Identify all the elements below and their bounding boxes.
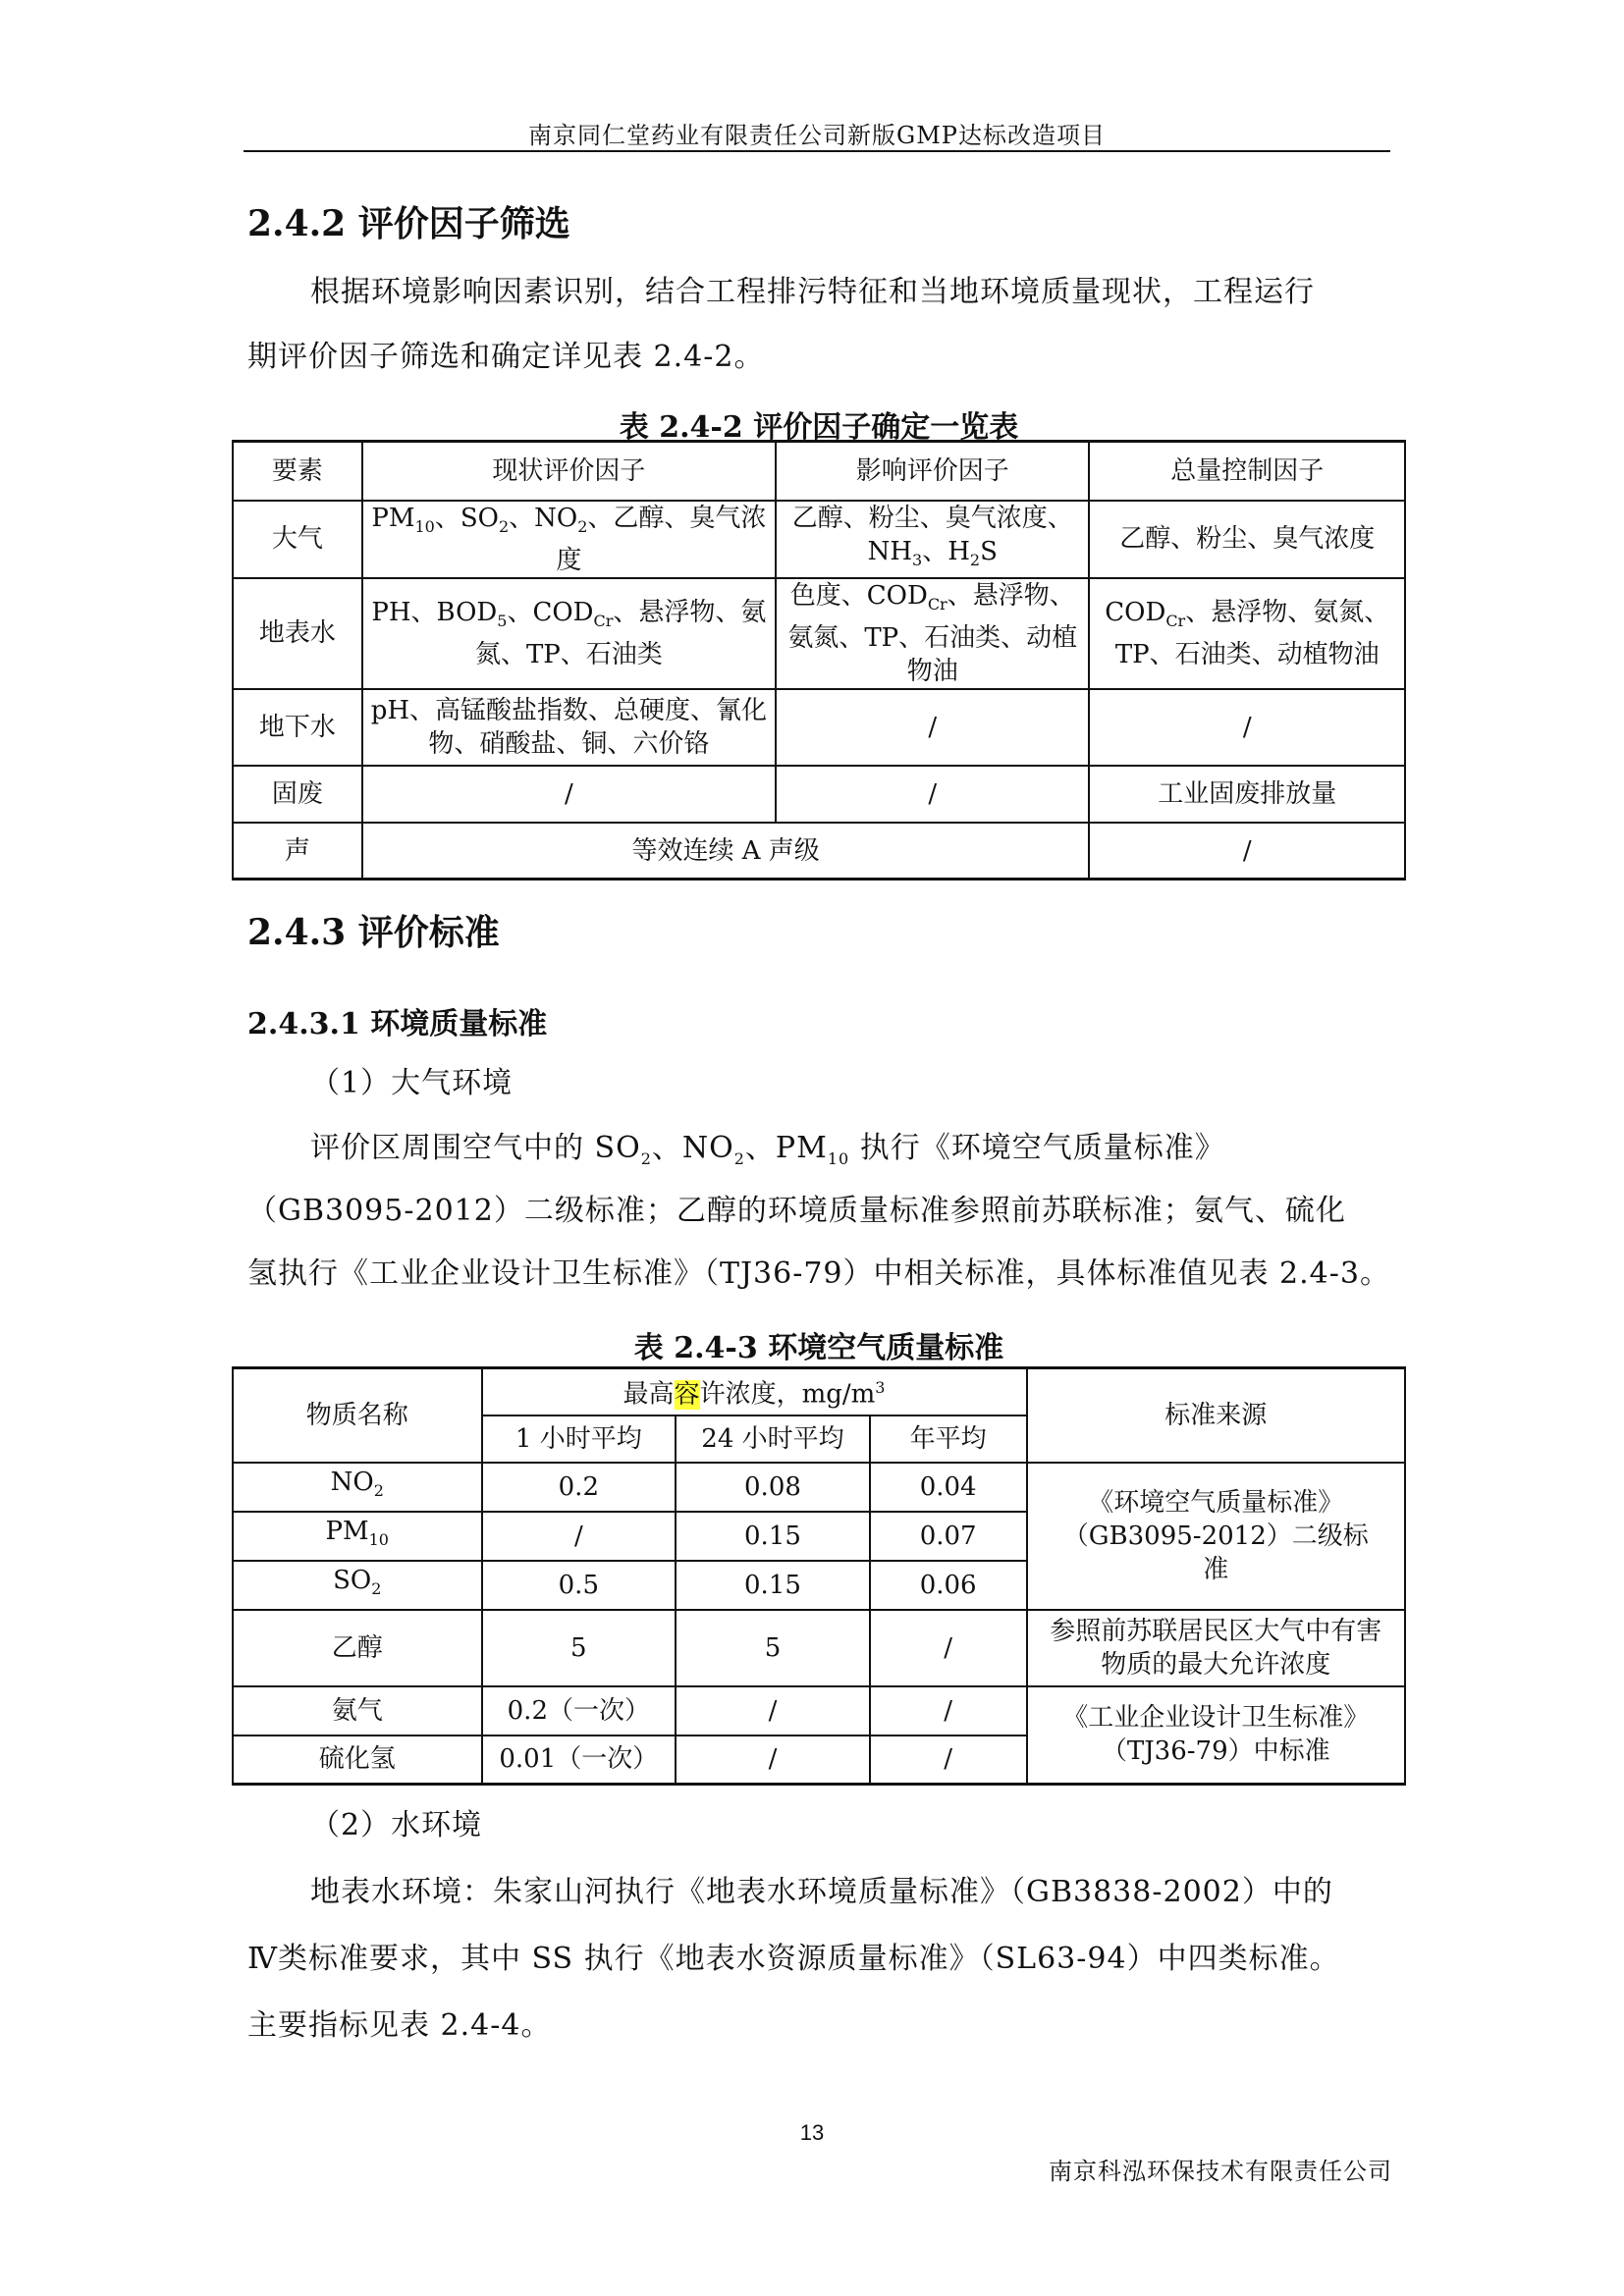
row-total-control-factor: 工业固废排放量: [1089, 766, 1405, 823]
row-current-factor: pH、高锰酸盐指数、总硬度、氰化物、硝酸盐、铜、六价铬: [362, 689, 776, 766]
row-element: 大气: [233, 501, 362, 578]
value-1h: 0.5: [482, 1561, 677, 1610]
substance-name: $SO_2$: [233, 1561, 482, 1610]
water-paragraph-line3: 主要指标见表 2.4-4。: [247, 2008, 552, 2043]
table-2-4-2-caption: 表 2.4-2 评价因子确定一览表: [619, 410, 1019, 445]
section-2-4-2-paragraph-line1: 根据环境影响因素识别，结合工程排污特征和当地环境质量现状，工程运行: [310, 275, 1315, 309]
header-element: 要素: [233, 442, 362, 501]
value-1h: 5: [482, 1610, 677, 1686]
table-row-groundwater: [233, 689, 1405, 766]
item-air-environment: （1）大气环境: [310, 1066, 514, 1100]
row-current-factor: /: [362, 766, 776, 823]
table-header-row-1: [233, 1368, 1405, 1415]
row-current-factor: PH、$BOD_5$、$COD_{Cr}$、悬浮物、氨氮、TP、石油类: [362, 578, 776, 689]
value-24h: /: [676, 1686, 870, 1735]
air-paragraph-line3: 氢执行《工业企业设计卫生标准》（TJ36-79）中相关标准，具体标准值见表 2.4-3。: [247, 1256, 1390, 1291]
value-1h: 0.2（一次）: [482, 1686, 677, 1735]
air-paragraph-line2: （GB3095-2012）二级标准；乙醇的环境质量标准参照前苏联标准；氨气、硫化: [247, 1194, 1346, 1228]
table-row-ammonia: [233, 1686, 1405, 1735]
row-impact-factor: 色度、$COD_{Cr}$、悬浮物、氨氮、TP、石油类、动植物油: [776, 578, 1089, 689]
header-total-control-factor: 总量控制因子: [1089, 442, 1405, 501]
header-substance-name: 物质名称: [233, 1368, 482, 1463]
table-2-4-3-caption: 表 2.4-3 环境空气质量标准: [633, 1331, 1004, 1365]
header-annual-average: 年平均: [870, 1415, 1027, 1463]
air-quality-standard-table: [232, 1366, 1406, 1786]
evaluation-factor-table: [232, 440, 1406, 881]
standard-source-tj36: 《工业企业设计卫生标准》（TJ36-79）中标准: [1027, 1686, 1405, 1785]
page-footer: 南京科泓环保技术有限责任公司: [1049, 2158, 1392, 2185]
value-1h: /: [482, 1512, 677, 1561]
section-2-4-3-title: 2.4.3 评价标准: [247, 912, 500, 953]
row-element: 地表水: [233, 578, 362, 689]
table-row-noise: [233, 823, 1405, 880]
air-paragraph-line1: 评价区周围空气中的 $SO_2$、$NO_2$、$PM_{10}$ 执行《环境空气质量标准》: [310, 1131, 1225, 1168]
section-2-4-2-paragraph-line2: 期评价因子筛选和确定详见表 2.4-2。: [247, 340, 765, 374]
row-total-control-factor: 乙醇、粉尘、臭气浓度: [1089, 501, 1405, 578]
substance-name: $PM_{10}$: [233, 1512, 482, 1561]
section-2-4-3-1-title: 2.4.3.1 环境质量标准: [247, 1007, 548, 1041]
value-annual: /: [870, 1610, 1027, 1686]
value-annual: /: [870, 1735, 1027, 1785]
value-1h: 0.2: [482, 1463, 677, 1512]
row-element: 固废: [233, 766, 362, 823]
row-total-control-factor: /: [1089, 823, 1405, 880]
substance-name: 硫化氢: [233, 1735, 482, 1785]
row-current-and-impact-factor: 等效连续 A 声级: [362, 823, 1090, 880]
value-24h: 0.08: [676, 1463, 870, 1512]
row-impact-factor: 乙醇、粉尘、臭气浓度、$NH_3$、$H_2S$: [776, 501, 1089, 578]
header-max-allowed-concentration: 最高容许浓度，$mg/m^3$: [482, 1368, 1027, 1415]
value-annual: 0.07: [870, 1512, 1027, 1561]
row-element: 声: [233, 823, 362, 880]
standard-source-soviet: 参照前苏联居民区大气中有害物质的最大允许浓度: [1027, 1610, 1405, 1686]
row-current-factor: $PM_{10}$、$SO_2$、$NO_2$、乙醇、臭气浓度: [362, 501, 776, 578]
header-impact-factor: 影响评价因子: [776, 442, 1089, 501]
header-current-factor: 现状评价因子: [362, 442, 776, 501]
table-header-row: [233, 442, 1405, 501]
row-total-control-factor: $COD_{Cr}$、悬浮物、氨氮、TP、石油类、动植物油: [1089, 578, 1405, 689]
water-paragraph-line1: 地表水环境：朱家山河执行《地表水环境质量标准》（GB3838-2002）中的: [310, 1875, 1333, 1909]
page-header: 南京同仁堂药业有限责任公司新版GMP达标改造项目: [528, 122, 1106, 149]
table-row-ethanol: [233, 1610, 1405, 1686]
value-24h: 5: [676, 1610, 870, 1686]
row-element: 地下水: [233, 689, 362, 766]
table-row-surface-water: [233, 578, 1405, 689]
value-annual: 0.06: [870, 1561, 1027, 1610]
table-row-no2: [233, 1463, 1405, 1512]
table-row-solid-waste: [233, 766, 1405, 823]
value-24h: /: [676, 1735, 870, 1785]
section-2-4-2-title: 2.4.2 评价因子筛选: [247, 203, 570, 244]
header-divider: [244, 150, 1390, 152]
table-row-air: [233, 501, 1405, 578]
value-24h: 0.15: [676, 1561, 870, 1610]
header-1h-average: 1 小时平均: [482, 1415, 677, 1463]
row-impact-factor: /: [776, 766, 1089, 823]
value-1h: 0.01（一次）: [482, 1735, 677, 1785]
value-24h: 0.15: [676, 1512, 870, 1561]
substance-name: 氨气: [233, 1686, 482, 1735]
page-number: 13: [799, 2120, 825, 2145]
substance-name: $NO_2$: [233, 1463, 482, 1512]
header-24h-average: 24 小时平均: [676, 1415, 870, 1463]
item-water-environment: （2）水环境: [310, 1808, 483, 1842]
value-annual: 0.04: [870, 1463, 1027, 1512]
substance-name: 乙醇: [233, 1610, 482, 1686]
header-standard-source: 标准来源: [1027, 1368, 1405, 1463]
row-impact-factor: /: [776, 689, 1089, 766]
value-annual: /: [870, 1686, 1027, 1735]
row-total-control-factor: /: [1089, 689, 1405, 766]
standard-source-gb3095: 《环境空气质量标准》（GB3095-2012）二级标准: [1027, 1463, 1405, 1610]
water-paragraph-line2: Ⅳ类标准要求，其中 SS 执行《地表水资源质量标准》（SL63-94）中四类标准。: [247, 1942, 1340, 1976]
